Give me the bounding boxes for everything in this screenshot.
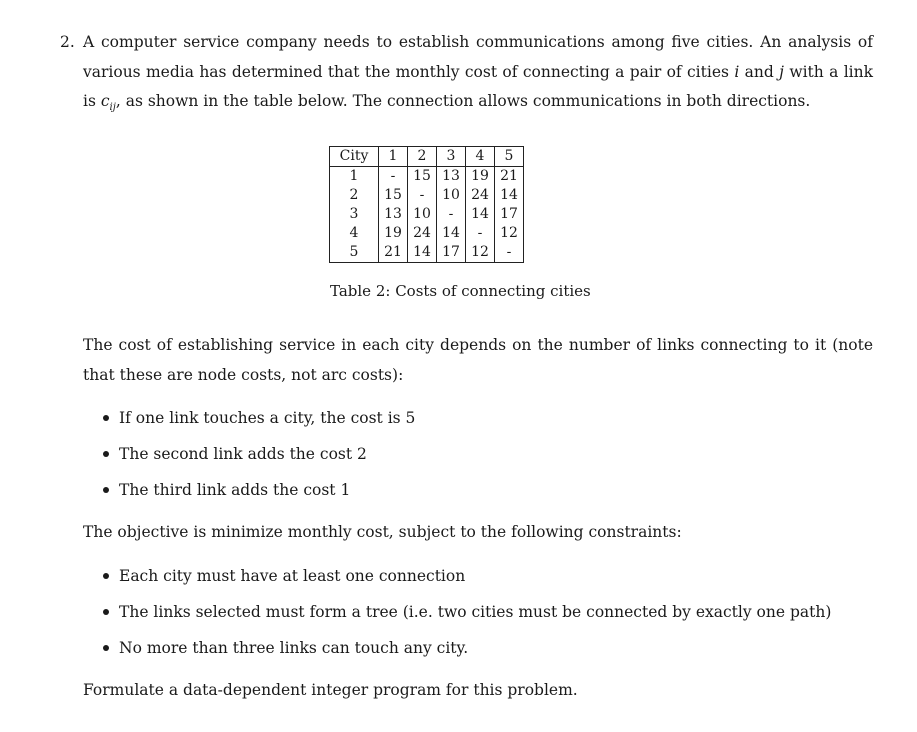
table-cell: 19 (379, 224, 408, 243)
table-cell: 1 (330, 167, 379, 187)
table-cell: 2 (330, 186, 379, 205)
table-cell: 24 (408, 224, 437, 243)
table-cell: 15 (408, 167, 437, 187)
table-cell: 14 (437, 224, 466, 243)
bullet-dot-icon (103, 451, 109, 457)
bullet-dot-icon (103, 487, 109, 493)
table-header-cell: 1 (379, 147, 408, 167)
table-row (330, 224, 524, 243)
table-header-cell: City (330, 147, 379, 167)
list-item (100, 558, 831, 594)
table-cell: 13 (437, 167, 466, 187)
var-j: j (779, 62, 784, 81)
table-cell: 12 (466, 243, 495, 263)
bullet-dot-icon (103, 609, 109, 615)
table-header-cell: 2 (408, 147, 437, 167)
var-i: i (734, 62, 740, 81)
objective-intro: The objective is minimize monthly cost, subject to the following constraints: (83, 523, 682, 541)
table-cell: 10 (437, 186, 466, 205)
table-header-row (330, 147, 524, 167)
list-item (100, 436, 415, 472)
table-cell: - (495, 243, 524, 263)
table-cell: 3 (330, 205, 379, 224)
and-word: and (744, 62, 774, 81)
list-item (100, 630, 831, 666)
list-item-text: The links selected must form a tree (i.e. two cities must be connected by exactly one path) (119, 603, 832, 621)
table-cell: - (379, 167, 408, 187)
list-item (100, 594, 831, 630)
table-row (330, 167, 524, 187)
cost-table (329, 146, 524, 263)
table-cell: 10 (408, 205, 437, 224)
bullet-dot-icon (103, 415, 109, 421)
table-row (330, 205, 524, 224)
task-statement: Formulate a data-dependent integer program for this problem. (83, 681, 578, 699)
table-row (330, 186, 524, 205)
intro-text-c: , as shown in the table below. The connection allows communications in both directions. (115, 92, 811, 110)
table-cell: 24 (466, 186, 495, 205)
table-header-cell: 3 (437, 147, 466, 167)
table-row (330, 243, 524, 263)
cost-symbol: c (100, 92, 110, 110)
list-item-text: The third link adds the cost 1 (119, 481, 351, 499)
list-item-text: The second link adds the cost 2 (119, 445, 367, 463)
table-cell: 4 (330, 224, 379, 243)
table-cell: 14 (466, 205, 495, 224)
table-cell: 17 (437, 243, 466, 263)
constraint-list (100, 558, 831, 666)
intro-text-b: with a link is (83, 62, 873, 110)
list-item (100, 400, 415, 436)
table-cell: 13 (379, 205, 408, 224)
problem-number: 2. (60, 33, 75, 51)
table-cell: - (437, 205, 466, 224)
list-item-text: If one link touches a city, the cost is 5 (119, 409, 416, 427)
table-cell: 12 (495, 224, 524, 243)
table-cell: - (466, 224, 495, 243)
table-cell: 21 (379, 243, 408, 263)
intro-text-a: A computer service company needs to establish communications among five cities. An analysis of various media has determined that the monthly cost of connecting a pair of cities (83, 33, 873, 81)
table-cell: 17 (495, 205, 524, 224)
table-cell: 19 (466, 167, 495, 187)
table-cell: 5 (330, 243, 379, 263)
table-header-cell: 4 (466, 147, 495, 167)
node-cost-intro: The cost of establishing service in each city depends on the number of links connecting to it (note that these are node costs, not arc costs): (83, 336, 873, 384)
node-cost-list (100, 400, 415, 508)
bullet-dot-icon (103, 573, 109, 579)
list-item (100, 472, 415, 508)
table-cell: 21 (495, 167, 524, 187)
table-cell: 15 (379, 186, 408, 205)
cost-subscript: ij (109, 102, 116, 114)
table-caption: Table 2: Costs of connecting cities (330, 282, 591, 300)
table-header-cell: 5 (495, 147, 524, 167)
table-cell: 14 (408, 243, 437, 263)
list-item-text: Each city must have at least one connection (119, 567, 466, 585)
list-item-text: No more than three links can touch any city. (119, 639, 469, 657)
table-cell: 14 (495, 186, 524, 205)
bullet-dot-icon (103, 645, 109, 651)
problem-intro (83, 28, 873, 123)
table-cell: - (408, 186, 437, 205)
